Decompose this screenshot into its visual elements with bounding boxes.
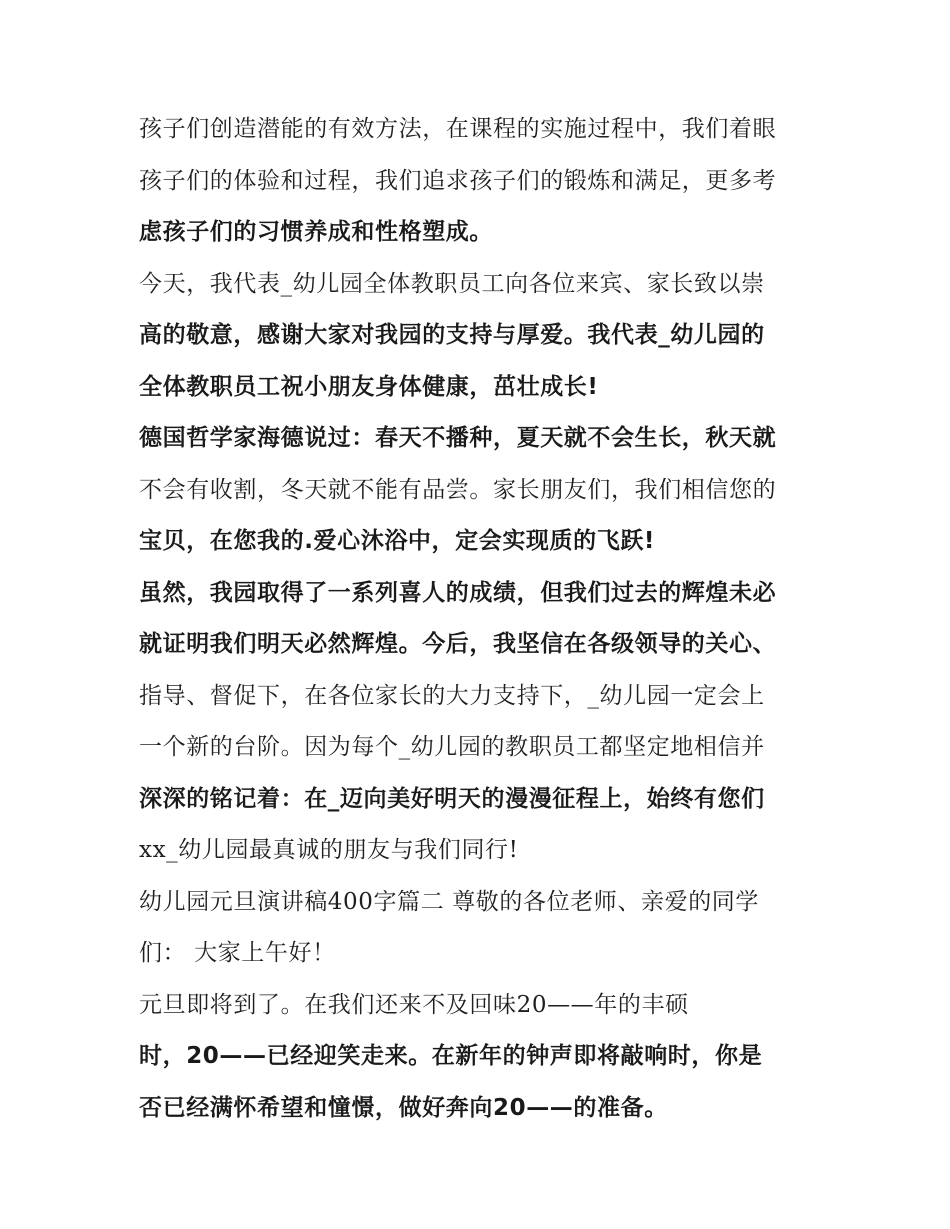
text-line: 德国哲学家海德说过：春天不播种，夏天就不会生长，秋天就 [139, 425, 777, 451]
text-line: 孩子们的体验和过程，我们追求孩子们的锻炼和满足，更多考 [139, 167, 777, 194]
text-line: 幼儿园元旦演讲稿400字篇二 尊敬的各位老师、亲爱的同学 [139, 888, 760, 915]
text-line: 时，20——已经迎笑走来。在新年的钟声即将敲响时，你是 [139, 1043, 763, 1069]
text-line: 不会有收割，冬天就不能有品尝。家长朋友们，我们相信您的 [139, 476, 777, 503]
text-line: 全体教职员工祝小朋友身体健康，茁壮成长! [139, 373, 599, 400]
text-line: 深深的铭记着：在_迈向美好明天的漫漫征程上，始终有您们 [139, 785, 765, 812]
text-line: 元旦即将到了。在我们还来不及回味20——年的丰硕 [139, 991, 689, 1018]
text-line: 高的敬意，感谢大家对我园的支持与厚爱。我代表_幼儿园的 [139, 322, 765, 348]
text-line: 一个新的台阶。因为每个_幼儿园的教职员工都坚定地相信并 [139, 734, 765, 760]
text-line: xx_幼儿园最真诚的朋友与我们同行! [139, 837, 519, 863]
text-line: 虑孩子们的习惯养成和性格塑成。 [139, 219, 493, 245]
text-line: 就证明我们明天必然辉煌。今后，我坚信在各级领导的关心、 [139, 631, 777, 657]
text-line: 指导、督促下，在各位家长的大力支持下，_幼儿园一定会上 [139, 682, 765, 709]
text-line: 今天，我代表_幼儿园全体教职员工向各位来宾、家长致以崇 [139, 270, 765, 297]
body-text [139, 104, 819, 1134]
text-line: 孩子们创造潜能的有效方法，在课程的实施过程中，我们着眼 [139, 116, 777, 142]
text-line: 宝贝，在您我的.爱心沐浴中，定会实现质的飞跃! [139, 528, 656, 554]
text-line: 虽然，我园取得了一系列喜人的成绩，但我们过去的辉煌未必 [139, 579, 777, 606]
text-line: 们： 大家上午好！ [139, 940, 336, 966]
text-line: 否已经满怀希望和憧憬，做好奔向20——的准备。 [139, 1094, 668, 1121]
